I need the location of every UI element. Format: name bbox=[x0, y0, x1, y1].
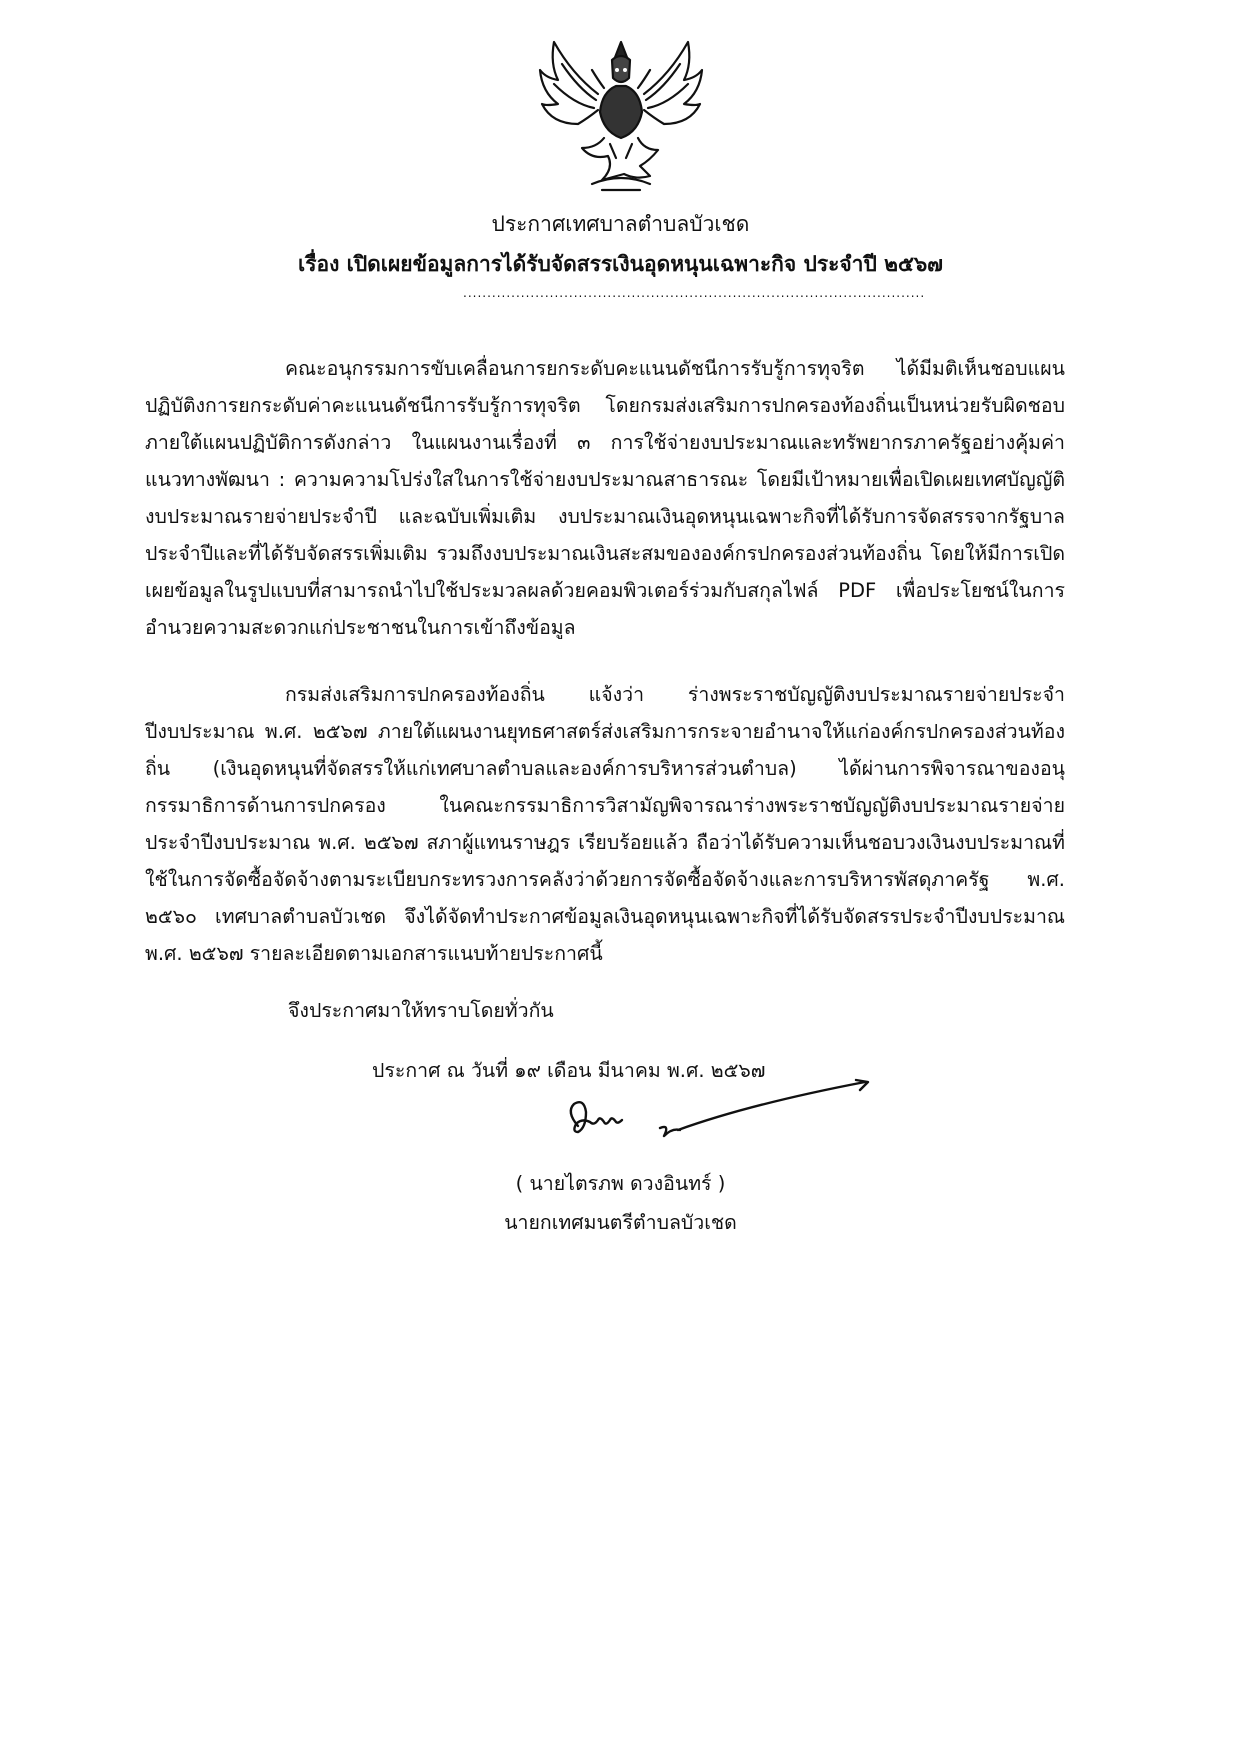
announcement-date: ประกาศ ณ วันที่ ๑๙ เดือน มีนาคม พ.ศ. ๒๕๖๗ bbox=[372, 1059, 766, 1082]
announcement-title: ประกาศเทศบาลตำบลบัวเชด bbox=[491, 212, 750, 236]
title-separator: ................................................................................................ bbox=[463, 286, 926, 300]
handwritten-signature bbox=[560, 1082, 880, 1160]
signatory-name: ( นายไตรภพ ดวงอินทร์ ) bbox=[515, 1172, 726, 1195]
garuda-emblem-icon bbox=[532, 34, 710, 194]
body-paragraph-1: คณะอนุกรรมการขับเคลื่อนการยกระดับคะแนนดัชนีการรับรู้การทุจริต ได้มีมติเห็นชอบแผนปฏิบัติงการยกระดับค่าคะแนนดัชนีการรับรู้การทุจริต โดยกรมส่งเสริมการปกครองท้องถิ่นเป็นหน่วยรับผิดชอบภายใต้แผนปฏิบัติการดังกล่าว ในแผนงานเรื่องที่ ๓ การใช้จ่ายงบประมาณและทรัพยากรภาครัฐอย่างคุ้มค่า แนวทางพัฒนา : ความความโปร่งใสในการใช้จ่ายงบประมาณสาธารณะ โดยมีเป้าหมายเพื่อเปิดเผยเทศบัญญัติงบประมาณรายจ่ายประจำปี และฉบับเพิ่มเติม งบประมาณเงินอุดหนุนเฉพาะกิจที่ได้รับการจัดสรรจากรัฐบาลประจำปีและที่ได้รับจัดสรรเพิ่มเติม รวมถึงงบประมาณเงินสะสมขององค์กรปกครองส่วนท้องถิ่น โดยให้มีการเปิดเผยข้อมูลในรูปแบบที่สามารถนำไปใช้ประมวลผลด้วยคอมพิวเตอร์ร่วมกับสกุลไฟล์ PDF เพื่อประโยชน์ในการอำนวยความสะดวกแก่ประชาชนในการเข้าถึงข้อมูล bbox=[145, 357, 1065, 639]
body-paragraph-2: กรมส่งเสริมการปกครองท้องถิ่น แจ้งว่า ร่างพระราชบัญญัติงบประมาณรายจ่ายประจำปีงบประมาณ พ.ศ. ๒๕๖๗ ภายใต้แผนงานยุทธศาสตร์ส่งเสริมการกระจายอำนาจให้แก่องค์กรปกครองส่วนท้องถิ่น (เงินอุดหนุนที่จัดสรรให้แก่เทศบาลตำบลและองค์การบริหารส่วนตำบล) ได้ผ่านการพิจารณาของอนุกรรมาธิการด้านการปกครอง ในคณะกรรมาธิการวิสามัญพิจารณาร่างพระราชบัญญัติงบประมาณรายจ่ายประจำปีงบประมาณ พ.ศ. ๒๕๖๗ สภาผู้แทนราษฎร เรียบร้อยแล้ว ถือว่าได้รับความเห็นชอบวงเงินงบประมาณที่ใช้ในการจัดซื้อจัดจ้างตามระเบียบกระทรวงการคลังว่าด้วยการจัดซื้อจัดจ้างและการบริหารพัสดุภาครัฐ พ.ศ. ๒๕๖๐ เทศบาลตำบลบัวเชด จึงได้จัดทำประกาศข้อมูลเงินอุดหนุนเฉพาะกิจที่ได้รับจัดสรรประจำปีงบประมาณ พ.ศ. ๒๕๖๗ รายละเอียดตามเอกสารแนบท้ายประกาศนี้ bbox=[145, 683, 1065, 965]
signatory-position: นายกเทศมนตรีตำบลบัวเชด bbox=[504, 1211, 737, 1234]
announcement-subject: เรื่อง เปิดเผยข้อมูลการได้รับจัดสรรเงินอุดหนุนเฉพาะกิจ ประจำปี ๒๕๖๗ bbox=[298, 252, 943, 276]
closing-line: จึงประกาศมาให้ทราบโดยทั่วกัน bbox=[288, 999, 554, 1022]
